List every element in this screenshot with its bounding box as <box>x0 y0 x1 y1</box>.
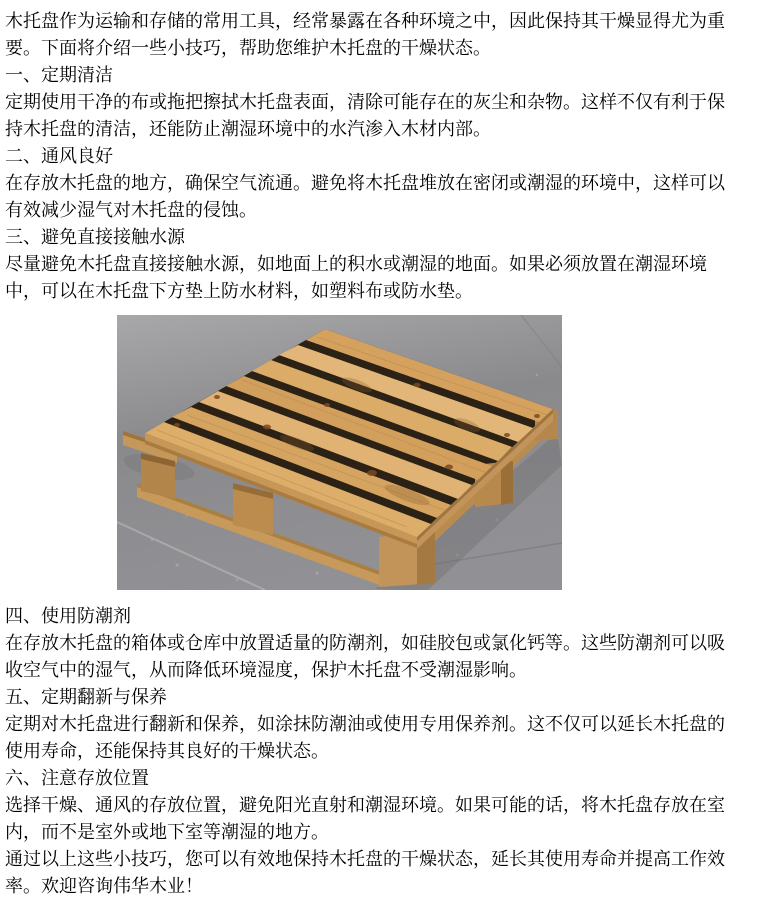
section-2-heading: 二、通风良好 <box>5 146 113 167</box>
intro-paragraph: 木托盘作为运输和存储的常用工具，经常暴露在各种环境之中，因此保持其干燥显得尤为重要。下面将介绍一些小技巧，帮助您维护木托盘的干燥状态。 <box>5 11 725 59</box>
section-3-body: 尽量避免木托盘直接接触水源，如地面上的积水或潮湿的地面。如果必须放置在潮湿环境中，可以在木托盘下方垫上防水材料，如塑料布或防水垫。 <box>5 254 707 302</box>
section-5-heading: 五、定期翻新与保养 <box>5 687 167 708</box>
wooden-pallet-photo <box>117 315 562 590</box>
section-6-heading: 六、注意存放位置 <box>5 768 149 789</box>
section-6-body: 选择干燥、通风的存放位置，避免阳光直射和潮湿环境。如果可能的话，将木托盘存放在室内，而不是室外或地下室等潮湿的地方。 <box>5 795 725 843</box>
section-3-heading: 三、避免直接接触水源 <box>5 227 185 248</box>
section-1-body: 定期使用干净的布或拖把擦拭木托盘表面，清除可能存在的灰尘和杂物。这样不仅有利于保持木托盘的清洁，还能防止潮湿环境中的水汽渗入木材内部。 <box>5 92 725 140</box>
section-4-body: 在存放木托盘的箱体或仓库中放置适量的防潮剂，如硅胶包或氯化钙等。这些防潮剂可以吸收空气中的湿气，从而降低环境湿度，保护木托盘不受潮湿影响。 <box>5 633 725 681</box>
section-1-heading: 一、定期清洁 <box>5 65 113 86</box>
section-5-body: 定期对木托盘进行翻新和保养，如涂抹防潮油或使用专用保养剂。这不仅可以延长木托盘的使用寿命，还能保持其良好的干燥状态。 <box>5 714 725 762</box>
wooden-pallet-image <box>117 315 562 590</box>
section-4-heading: 四、使用防潮剂 <box>5 606 131 627</box>
conclusion-paragraph: 通过以上这些小技巧，您可以有效地保持木托盘的干燥状态，延长其使用寿命并提高工作效率。欢迎咨询伟华木业！ <box>5 849 725 897</box>
section-2-body: 在存放木托盘的地方，确保空气流通。避免将木托盘堆放在密闭或潮湿的环境中，这样可以有效减少湿气对木托盘的侵蚀。 <box>5 173 725 221</box>
